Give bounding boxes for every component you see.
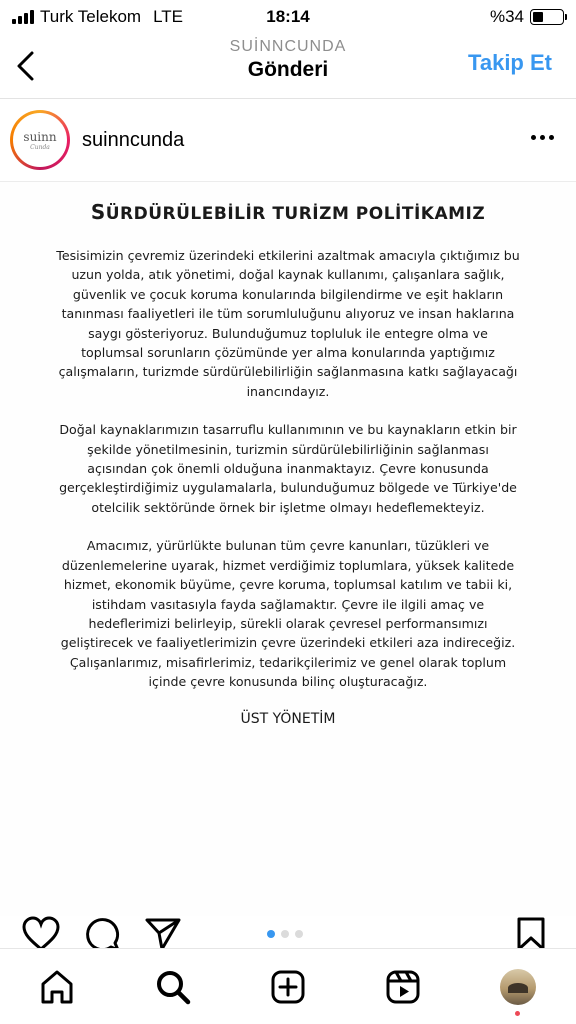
comment-icon[interactable] [84, 916, 120, 952]
page-title: Gönderi [247, 58, 329, 81]
tab-search[interactable] [153, 967, 193, 1007]
post-username[interactable]: suinncunda [82, 128, 185, 151]
reels-icon [385, 969, 421, 1005]
avatar-logo-text: suinn [23, 129, 57, 144]
document-paragraph-2: Doğal kaynaklarımızın tasarruflu kullanımının ve bu kaynakların etkin bir şekilde yönetilmesinin, turizmin sürdürülebilirliğinin sağlanması açısından çok önemli olduğuna inanmaktayız. Çevre konusunda gerçekleştirdiğimiz uygulamalarla, bulunduğumuz bölgede ve Türkiye'de otelcilik sektöründe örnek bir işletme olmayı hedeflemekteyiz. [59, 422, 517, 515]
battery-icon [530, 9, 564, 25]
plus-square-icon [270, 969, 306, 1005]
avatar[interactable] [10, 110, 70, 170]
profile-avatar [500, 969, 536, 1005]
header-username: SUİNNCUNDA [229, 38, 347, 55]
post-header [0, 99, 576, 181]
chevron-left-icon [15, 50, 35, 82]
document-signature: ÜST YÖNETİM [240, 710, 336, 727]
search-icon [155, 969, 191, 1005]
document-paragraph-3: Amacımız, yürürlükte bulunan tüm çevre kanunları, tüzükleri ve düzenlemelerine uyarak, hizmet verdiğimiz toplumlara, yüksek kalitede hizmet, ekonomik büyüme, çevre koruma, toplumsal katılım ve tabii ki, istihdam vasıtasıyla fayda sağlamaktır. Çevre ile ilgili amaç ve hedeflerimizi belirleyip, sürekli olarak çevresel performansımızı geliştirecek ve faaliyetlerimizin çevre üzerindeki etkileri aza indireceğiz. Çalışanlarımız, misafirlerimiz, tedarikçilerimiz ve genel olarak toplum içinde çevre konusunda bilinç oluşturacağız. [60, 538, 516, 690]
document-title-rest: ÜRDÜRÜLEBİLİR TURİZM POLİTİKAMIZ [105, 204, 486, 224]
post-actions [0, 916, 576, 952]
home-icon [39, 969, 75, 1005]
follow-button[interactable]: Takip Et [468, 50, 552, 75]
bottom-tab-bar [0, 948, 576, 1024]
send-icon[interactable] [144, 916, 182, 952]
carousel-dot-active [267, 930, 275, 938]
tab-reels[interactable] [383, 967, 423, 1007]
network-type: LTE [153, 7, 184, 26]
bookmark-icon[interactable] [516, 916, 546, 952]
more-horizontal-icon [531, 135, 536, 140]
battery-percent: %34 [489, 7, 524, 26]
carousel-dot [295, 930, 303, 938]
more-options-button[interactable] [531, 135, 554, 140]
policy-document [0, 182, 576, 727]
avatar-logo-subtext: Cunda [30, 143, 50, 151]
status-left [12, 7, 183, 27]
carrier-name: Turk Telekom [40, 7, 142, 26]
navigation-header [0, 34, 576, 98]
document-paragraph-1: Tesisimizin çevremiz üzerindeki etkilerini azaltmak amacıyla çıktığımız bu uzun yolda, atık yönetimi, doğal kaynak kullanımı, çalışanlara sağlık, güvenlik ve çocuk koruma konularında bilgilendirme ve eşit hakların tanınması faaliyetleri ile tüm sorumluluğunu alıyoruz ve insan haklarına saygı gösteriyoruz. Bulunduğumuz topluluk ile entegre olma ve toplumsal sorunların çözümünde yer alma konularında yaptığımız çalışmaların, turizmde sürdürülebilirliğin sağlanmasına katkı sağlayacağı inancındayız. [56, 248, 520, 399]
signal-icon [12, 10, 34, 24]
avatar-logo [13, 113, 67, 167]
document-title [56, 200, 520, 224]
notification-dot [515, 1011, 520, 1016]
heart-icon[interactable] [22, 916, 60, 952]
tab-home[interactable] [37, 967, 77, 1007]
more-dot [549, 135, 554, 140]
status-time: 18:14 [266, 7, 310, 26]
battery-fill [533, 12, 543, 22]
tab-create[interactable] [268, 967, 308, 1007]
carousel-indicator [267, 930, 303, 938]
carousel-dot [281, 930, 289, 938]
status-bar [0, 0, 576, 34]
more-dot [540, 135, 545, 140]
document-title-initial: S [90, 200, 106, 224]
status-right [490, 7, 564, 27]
tab-profile[interactable] [498, 967, 538, 1007]
back-button[interactable] [10, 46, 40, 86]
post-image[interactable] [0, 182, 576, 916]
